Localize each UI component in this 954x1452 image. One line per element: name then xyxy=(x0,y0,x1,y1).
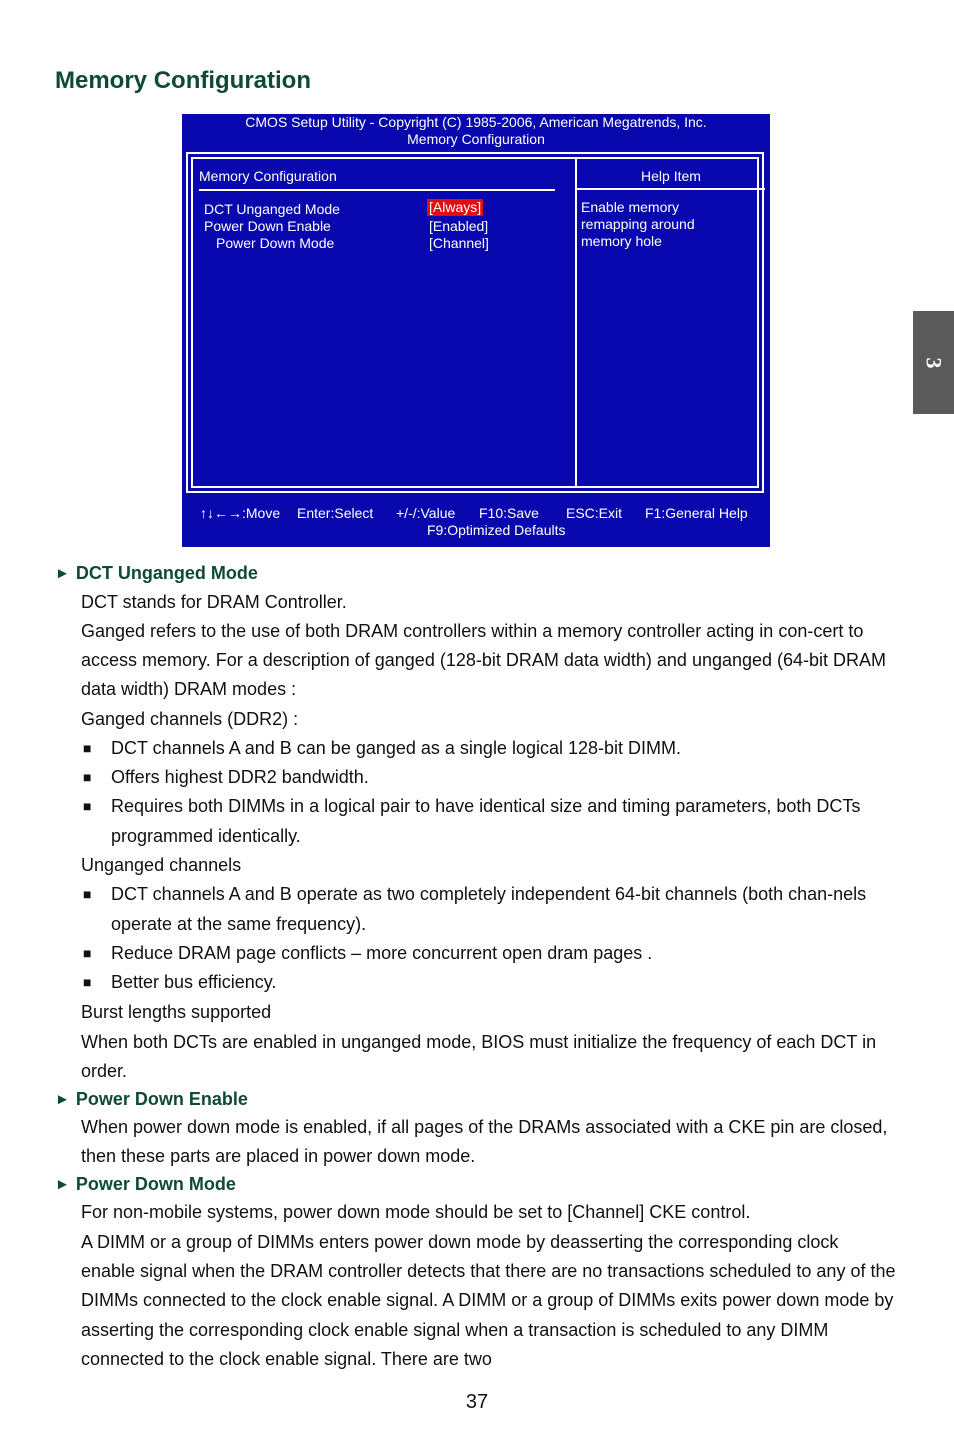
paragraph: When power down mode is enabled, if all pages of the DRAMs associated with a CKE pin are closed, then these parts are placed in power down mode. xyxy=(81,1117,888,1167)
paragraph: Burst lengths supported xyxy=(81,1002,272,1022)
bios-option-power-down-mode[interactable]: Power Down Mode xyxy=(216,235,335,251)
heading-text: Power Down Enable xyxy=(75,1089,248,1109)
help-line: Enable memory xyxy=(581,199,680,215)
help-line: memory hole xyxy=(581,233,662,249)
bullet-text: Offers highest DDR2 bandwidth. xyxy=(111,767,369,787)
bullet-item xyxy=(81,968,896,998)
key-general-help: F1:General Help xyxy=(645,505,748,521)
key-exit: ESC:Exit xyxy=(566,505,623,521)
arrow-icon: ► xyxy=(55,1091,70,1108)
heading-text: Power Down Mode xyxy=(75,1174,236,1194)
bios-menu-title-rule xyxy=(199,189,555,191)
key-optimized-defaults: F9:Optimized Defaults xyxy=(427,522,566,538)
key-value: +/-/:Value xyxy=(396,505,456,521)
bullet-item xyxy=(81,939,896,969)
chapter-number: 3 xyxy=(921,357,947,368)
bios-screen xyxy=(182,114,770,547)
bios-copyright: CMOS Setup Utility - Copyright (C) 1985-2006, American Megatrends, Inc. xyxy=(245,114,707,130)
key-save: F10:Save xyxy=(479,505,539,521)
arrow-icon: ► xyxy=(55,1176,70,1193)
paragraph: When both DCTs are enabled in unganged mode, BIOS must initialize the frequency of each DCT in order. xyxy=(81,1032,877,1082)
bios-frame xyxy=(186,152,764,493)
bios-value-power-down-mode[interactable]: [Channel] xyxy=(429,235,489,251)
page-number: 37 xyxy=(465,1391,489,1413)
bullet-icon: ■ xyxy=(83,769,92,785)
bios-menu-title: Memory Configuration xyxy=(199,168,337,184)
paragraph: A DIMM or a group of DIMMs enters power down mode by deasserting the corresponding clock enable signal when the DRAM controller detects that there are no transactions scheduled to any of the DIMMs connected to the clock enable signal. A DIMM or a group of DIMMs exits power down mode by asserting the corresponding clock enable signal when a transaction is scheduled to any DIMM connected to the clock enable signal. There are two xyxy=(81,1232,896,1369)
help-text xyxy=(581,199,695,250)
heading-dct-unganged-mode xyxy=(55,561,258,587)
bios-frame-inner xyxy=(191,157,759,488)
bullet-item xyxy=(81,792,896,851)
bios-screen-title: Memory Configuration xyxy=(407,131,545,147)
chapter-tab xyxy=(913,311,954,414)
key-select: Enter:Select xyxy=(297,505,374,521)
heading-power-down-enable xyxy=(55,1087,248,1113)
bullet-text: DCT channels A and B can be ganged as a single logical 128-bit DIMM. xyxy=(111,738,682,758)
bullet-text: Reduce DRAM page conflicts – more concurrent open dram pages . xyxy=(111,943,653,963)
bios-option-power-down-enable[interactable]: Power Down Enable xyxy=(204,218,331,234)
paragraph: For non-mobile systems, power down mode should be set to [Channel] CKE control. xyxy=(81,1202,751,1222)
paragraph: DCT stands for DRAM Controller. xyxy=(81,592,347,612)
bullet-item xyxy=(81,880,896,939)
bullet-text: Requires both DIMMs in a logical pair to have identical size and timing parameters, both DCTs programmed identically. xyxy=(111,796,861,846)
bios-value-dct-unganged-mode[interactable]: [Always] xyxy=(429,199,482,215)
help-item-title: Help Item xyxy=(641,168,701,184)
heading-text: DCT Unganged Mode xyxy=(75,563,258,583)
bullet-item xyxy=(81,763,896,793)
page-title: Memory Configuration xyxy=(55,67,311,94)
bios-value-power-down-enable[interactable]: [Enabled] xyxy=(429,218,489,234)
help-item-rule xyxy=(577,188,765,190)
bullet-icon: ■ xyxy=(83,740,92,756)
bios-column-divider xyxy=(575,159,577,486)
bios-option-dct-unganged-mode[interactable]: DCT Unganged Mode xyxy=(204,201,340,217)
bullet-icon: ■ xyxy=(83,798,92,814)
bullet-icon: ■ xyxy=(83,974,92,990)
paragraph: Unganged channels xyxy=(81,855,242,875)
paragraph: Ganged refers to the use of both DRAM controllers within a memory controller acting in con-cert to access memory. For a description of ganged (128-bit DRAM data width) and unganged (64-bit DRAM data width) DRAM modes : xyxy=(81,621,887,700)
paragraph: Ganged channels (DDR2) : xyxy=(81,709,299,729)
bios-key-legend xyxy=(182,505,770,539)
help-line: remapping around xyxy=(581,216,695,232)
arrow-icon: ► xyxy=(55,565,70,582)
bullet-item xyxy=(81,734,896,764)
bullet-icon: ■ xyxy=(83,886,92,902)
bullet-icon: ■ xyxy=(83,945,92,961)
heading-power-down-mode xyxy=(55,1172,236,1198)
bullet-text: DCT channels A and B operate as two completely independent 64-bit channels (both chan-nels operate at the same frequency). xyxy=(111,884,867,934)
bios-header xyxy=(182,114,770,148)
key-move: ↑↓←→:Move xyxy=(200,505,281,521)
bullet-text: Better bus efficiency. xyxy=(111,972,277,992)
